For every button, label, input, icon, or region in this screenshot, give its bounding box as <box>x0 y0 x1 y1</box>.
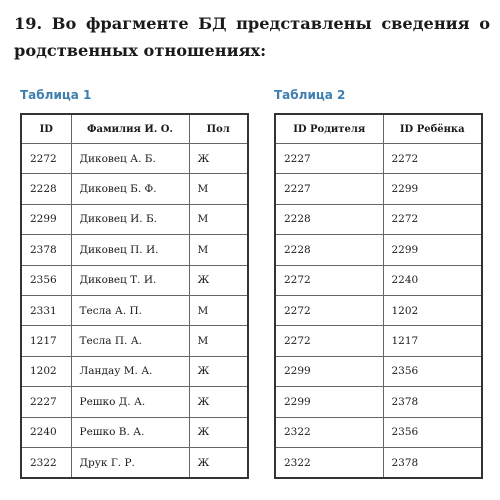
cell-name: Диковец Т. И. <box>71 265 189 295</box>
table-row <box>275 235 482 265</box>
table-row <box>21 387 248 417</box>
cell-name: Диковец И. Б. <box>71 204 189 234</box>
cell-child-id: 2299 <box>383 174 482 204</box>
task-number: 19. <box>14 14 43 33</box>
cell-child-id: 1202 <box>383 295 482 325</box>
cell-id: 2228 <box>21 174 71 204</box>
table-row <box>275 326 482 356</box>
cell-id: 2299 <box>21 204 71 234</box>
table-row <box>275 447 482 478</box>
cell-gender: М <box>189 326 248 356</box>
cell-name: Диковец А. Б. <box>71 144 189 174</box>
table-row <box>275 356 482 386</box>
table-row <box>275 417 482 447</box>
cell-child-id: 2356 <box>383 417 482 447</box>
cell-gender: Ж <box>189 144 248 174</box>
cell-name: Друк Г. Р. <box>71 447 189 478</box>
table-2-relations <box>274 113 483 479</box>
cell-gender: Ж <box>189 265 248 295</box>
cell-id: 2378 <box>21 235 71 265</box>
cell-name: Решко Д. А. <box>71 387 189 417</box>
table-1-persons <box>20 113 249 479</box>
cell-name: Диковец П. И. <box>71 235 189 265</box>
cell-parent-id: 2322 <box>275 447 383 478</box>
cell-parent-id: 2272 <box>275 326 383 356</box>
table-row <box>21 326 248 356</box>
table-row <box>21 356 248 386</box>
cell-parent-id: 2272 <box>275 295 383 325</box>
cell-gender: М <box>189 235 248 265</box>
cell-gender: М <box>189 295 248 325</box>
cell-id: 2227 <box>21 387 71 417</box>
cell-gender: Ж <box>189 447 248 478</box>
cell-gender: М <box>189 204 248 234</box>
cell-child-id: 2272 <box>383 204 482 234</box>
task-text: Во фрагменте БД представлены сведения о родственных отношениях: <box>14 14 491 60</box>
cell-parent-id: 2322 <box>275 417 383 447</box>
cell-id: 2331 <box>21 295 71 325</box>
cell-parent-id: 2228 <box>275 235 383 265</box>
cell-name: Диковец Б. Ф. <box>71 174 189 204</box>
cell-id: 1202 <box>21 356 71 386</box>
table-row <box>21 144 248 174</box>
table-row <box>21 235 248 265</box>
table-header-row <box>275 114 482 144</box>
table-row <box>275 265 482 295</box>
cell-name: Тесла П. А. <box>71 326 189 356</box>
table-row <box>275 144 482 174</box>
table-row <box>275 387 482 417</box>
cell-id: 1217 <box>21 326 71 356</box>
table-row <box>21 204 248 234</box>
cell-parent-id: 2299 <box>275 387 383 417</box>
cell-gender: Ж <box>189 356 248 386</box>
cell-child-id: 2299 <box>383 235 482 265</box>
table-row <box>21 447 248 478</box>
cell-id: 2356 <box>21 265 71 295</box>
table-row <box>275 204 482 234</box>
table-row <box>21 295 248 325</box>
cell-parent-id: 2299 <box>275 356 383 386</box>
table-row <box>275 295 482 325</box>
cell-id: 2272 <box>21 144 71 174</box>
cell-id: 2322 <box>21 447 71 478</box>
cell-child-id: 2378 <box>383 387 482 417</box>
cell-id: 2240 <box>21 417 71 447</box>
cell-name: Решко В. А. <box>71 417 189 447</box>
column-header-name: Фамилия И. О. <box>71 114 189 144</box>
cell-child-id: 2240 <box>383 265 482 295</box>
table1-caption: Таблица 1 <box>20 88 92 102</box>
table-header-row <box>21 114 248 144</box>
column-header-gender: Пол <box>189 114 248 144</box>
table-row <box>21 265 248 295</box>
cell-gender: Ж <box>189 387 248 417</box>
cell-parent-id: 2227 <box>275 174 383 204</box>
table-row <box>21 174 248 204</box>
cell-child-id: 2272 <box>383 144 482 174</box>
cell-name: Ландау М. А. <box>71 356 189 386</box>
table2-caption: Таблица 2 <box>274 88 346 102</box>
cell-child-id: 2378 <box>383 447 482 478</box>
column-header-id: ID <box>21 114 71 144</box>
cell-parent-id: 2272 <box>275 265 383 295</box>
column-header-child-id: ID Ребёнка <box>383 114 482 144</box>
cell-parent-id: 2228 <box>275 204 383 234</box>
table-row <box>275 174 482 204</box>
cell-gender: М <box>189 174 248 204</box>
cell-child-id: 1217 <box>383 326 482 356</box>
task-statement <box>14 10 490 64</box>
column-header-parent-id: ID Родителя <box>275 114 383 144</box>
table-row <box>21 417 248 447</box>
cell-gender: Ж <box>189 417 248 447</box>
cell-child-id: 2356 <box>383 356 482 386</box>
cell-parent-id: 2227 <box>275 144 383 174</box>
cell-name: Тесла А. П. <box>71 295 189 325</box>
